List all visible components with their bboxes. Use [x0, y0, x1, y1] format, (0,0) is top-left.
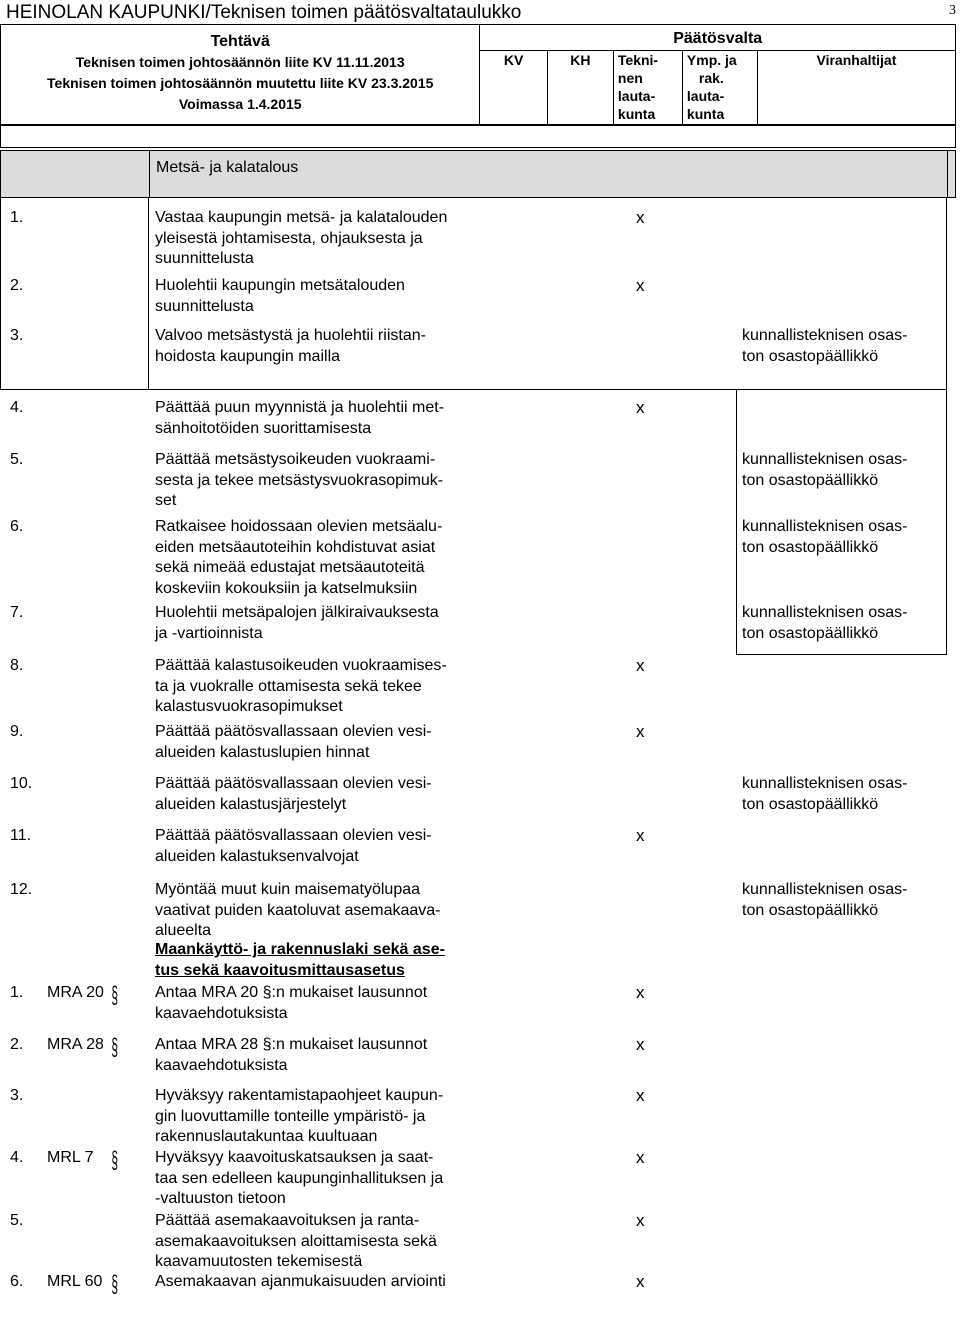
row-number: 7.: [10, 604, 24, 621]
task-text: Hyväksyy kaavoituskatsauksen ja saat- taa sen edelleen kaupunginhallituksen ja -valtuuston tietoon: [155, 1149, 444, 1207]
task-text: Ratkaisee hoidossaan olevien metsäalu- eiden metsäautoteihin kohdistuvat asiat sekä nimeää edustajat metsäautoteitä koskeviin kokouksiin ja katselmuksiin: [155, 518, 443, 597]
section-sign-icon: §: [111, 1034, 119, 1061]
row-number: 4.: [10, 399, 24, 416]
official-holder: kunnallisteknisen osas- ton osastopäällikkö: [742, 327, 908, 365]
header-table: [0, 24, 956, 126]
task-text: Antaa MRA 28 §:n mukaiset lausunnot kaavaehdotuksista: [155, 1036, 428, 1074]
section-sign-icon: §: [111, 982, 119, 1009]
row-number: 3.: [10, 327, 24, 344]
row-number: 2.: [10, 1036, 24, 1053]
decision-mark: x: [636, 398, 645, 417]
section-sign-icon: §: [111, 1147, 119, 1174]
task-text: Myöntää muut kuin maisematyölupaa vaativat puiden kaatoluvat asemakaava- alueelta: [155, 881, 441, 939]
row-number: 8.: [10, 657, 24, 674]
row-number: 3.: [10, 1087, 24, 1104]
task-text: Päättää päätösvallassaan olevien vesi- alueiden kalastuksenvalvojat: [155, 827, 432, 865]
task-text: Päättää puun myynnistä ja huolehtii met- sänhoitotöiden suorittamisesta: [155, 399, 445, 437]
page-number: 3: [949, 3, 956, 18]
law-reference: MRA 20: [47, 984, 104, 1001]
task-text: Päättää päätösvallassaan olevien vesi- alueiden kalastusjärjestelyt: [155, 775, 432, 813]
task-text: Päättää metsästysoikeuden vuokraami- sesta ja tekee metsästysvuokrasopimuk- set: [155, 451, 444, 509]
official-holder: kunnallisteknisen osas- ton osastopäällikkö: [742, 451, 908, 489]
section-sign-icon: §: [111, 1271, 119, 1298]
decision-mark: x: [636, 656, 645, 675]
task-text: Päättää asemakaavoituksen ja ranta- asemakaavoituksen aloittamisesta sekä kaavamuutosten tekemisestä: [155, 1212, 437, 1270]
section-band: [0, 150, 956, 198]
task-text: Huolehtii metsäpalojen jälkiraivauksesta ja -vartioinnista: [155, 604, 439, 642]
row-number: 12.: [10, 881, 33, 898]
row-number: 2.: [10, 277, 24, 294]
official-holder: kunnallisteknisen osas- ton osastopäällikkö: [742, 775, 908, 813]
decision-mark: x: [636, 208, 645, 227]
power-title: Päätösvalta: [673, 30, 763, 47]
decision-mark: x: [636, 276, 645, 295]
col-tekninen: Tekni- nen lauta- kunta: [613, 51, 682, 125]
spacer-band: [0, 124, 956, 148]
task-text: Päättää päätösvallassaan olevien vesi- alueiden kalastuslupien hinnat: [155, 723, 432, 761]
task-header: [1, 25, 480, 126]
task-text: Antaa MRA 20 §:n mukaiset lausunnot kaavaehdotuksista: [155, 984, 428, 1022]
decision-mark: x: [636, 983, 645, 1002]
law-reference: MRA 28: [47, 1036, 104, 1053]
row-number: 6.: [10, 518, 24, 535]
row-number: 4.: [10, 1149, 24, 1166]
section-title: Metsä- ja kalatalous: [156, 159, 299, 176]
row-number: 1.: [10, 984, 24, 1001]
task-text: Päättää kalastusoikeuden vuokraamises- ta ja vuokralle ottamisesta sekä tekee kalastusvuokrasopimukset: [155, 657, 447, 715]
task-title: Tehtävä: [210, 33, 270, 50]
task-text: Asemakaavan ajanmukaisuuden arviointi: [155, 1273, 446, 1290]
col-kh: KH: [547, 51, 613, 125]
task-text: Vastaa kaupungin metsä- ja kalatalouden yleisestä johtamisesta, ohjauksesta ja suunnittelusta: [155, 209, 448, 267]
row-number: 11.: [10, 827, 32, 844]
official-holder: kunnallisteknisen osas- ton osastopäällikkö: [742, 881, 908, 919]
col-ymp: Ymp. ja rak. lauta- kunta: [682, 51, 757, 125]
decision-mark: x: [636, 1086, 645, 1105]
task-text: Hyväksyy rakentamistapaohjeet kaupun- gin luovuttamille tonteille ympäristö- ja rakennuslautakuntaa kuultuaan: [155, 1087, 444, 1145]
law-reference: MRL 60: [47, 1273, 103, 1290]
row-number: 5.: [10, 451, 24, 468]
law-reference: MRL 7: [47, 1149, 94, 1166]
decision-mark: x: [636, 1148, 645, 1167]
decision-mark: x: [636, 1035, 645, 1054]
row-number: 5.: [10, 1212, 24, 1229]
power-header: [480, 25, 956, 126]
official-holder: kunnallisteknisen osas- ton osastopäällikkö: [742, 518, 908, 556]
section-2-title: Maankäyttö- ja rakennuslaki sekä ase- tus sekä kaavoitusmittausasetus: [155, 941, 445, 979]
row-number: 1.: [10, 209, 24, 226]
decision-mark: x: [636, 1211, 645, 1230]
col-viranhaltijat: Viranhaltijat: [816, 52, 897, 68]
official-holder: kunnallisteknisen osas- ton osastopäällikkö: [742, 604, 908, 642]
row-number: 10.: [10, 775, 33, 792]
col-kv: KV: [480, 51, 547, 125]
decision-mark: x: [636, 826, 645, 845]
task-line-1: Teknisen toimen johtosäännön liite KV 11.11.2013: [75, 54, 405, 70]
task-text: Huolehtii kaupungin metsätalouden suunnittelusta: [155, 277, 405, 315]
page-title: HEINOLAN KAUPUNKI/Teknisen toimen päätösvaltataulukko: [6, 2, 522, 23]
task-line-2: Teknisen toimen johtosäännön muutettu liite KV 23.3.2015: [47, 75, 434, 91]
decision-mark: x: [636, 722, 645, 741]
row-number: 6.: [10, 1273, 24, 1290]
task-line-3: Voimassa 1.4.2015: [178, 96, 302, 112]
row-number: 9.: [10, 723, 24, 740]
task-text: Valvoo metsästystä ja huolehtii riistan- hoidosta kaupungin mailla: [155, 327, 426, 365]
decision-mark: x: [636, 1272, 645, 1291]
